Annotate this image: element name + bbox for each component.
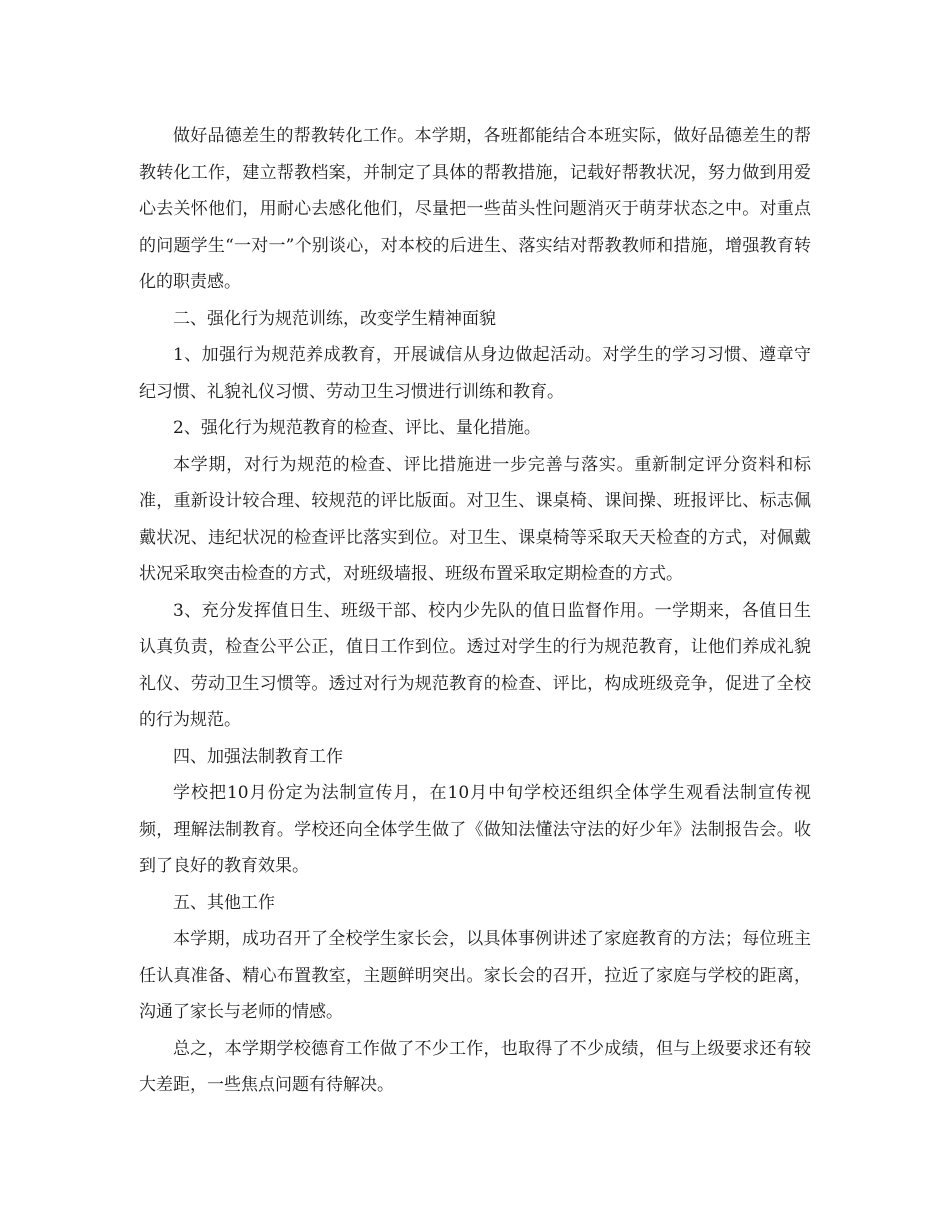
paragraph-legal-month: 学校把10月份定为法制宣传月，在10月中旬学校还组织全体学生观看法制宣传视频，理解法制教育。学校还向全体学生做了《做知法懂法守法的好少年》法制报告会。收到了良好的教育效果。 — [139, 783, 811, 876]
paragraph-remedial-education: 做好品德差生的帮教转化工作。本学期，各班都能结合本班实际，做好品德差生的帮教转化工作，建立帮教档案，并制定了具体的帮教措施，记载好帮教状况，努力做到用爱心去关怀他们，用耐心去感化他们，尽量把一些苗头性问题消灭于萌芽状态之中。对重点的问题学生“一对一”个别谈心，对本校的后进生、落实结对帮教教师和措施，增强教育转化的职责感。 — [139, 126, 811, 292]
document-body — [139, 118, 811, 1104]
paragraph-parent-meeting: 本学期，成功召开了全校学生家长会，以具体事例讲述了家庭教育的方法；每位班主任认真准备、精心布置教室，主题鲜明突出。家长会的召开，拉近了家庭与学校的距离，沟通了家长与老师的情感。 — [139, 929, 811, 1022]
paragraph-habit-education: 1、加强行为规范养成教育，开展诚信从身边做起活动。对学生的学习习惯、遵章守纪习惯、礼貌礼仪习惯、劳动卫生习惯进行训练和教育。 — [139, 345, 811, 402]
paragraph-summary: 总之，本学期学校德育工作做了不少工作，也取得了不少成绩，但与上级要求还有较大差距，一些焦点问题有待解决。 — [139, 1038, 811, 1095]
paragraph-inspection-details: 本学期，对行为规范的检查、评比措施进一步完善与落实。重新制定评分资料和标准，重新设计较合理、较规范的评比版面。对卫生、课桌椅、课间操、班报评比、标志佩戴状况、违纪状况的检查评比落实到位。对卫生、课桌椅等采取天天检查的方式，对佩戴状况采取突击检查的方式，对班级墙报、班级布置采取定期检查的方式。 — [139, 454, 811, 584]
heading-other-work: 五、其他工作 — [173, 892, 275, 913]
paragraph-inspection-measures: 2、强化行为规范教育的检查、评比、量化措施。 — [173, 418, 541, 438]
paragraph-duty-supervision: 3、充分发挥值日生、班级干部、校内少先队的值日监督作用。一学期来，各值日生认真负责，检查公平公正，值日工作到位。透过对学生的行为规范教育，让他们养成礼貌礼仪、劳动卫生习惯等。透过对行为规范教育的检查、评比，构成班级竞争，促进了全校的行为规范。 — [139, 600, 811, 730]
heading-behavior-training: 二、强化行为规范训练，改变学生精神面貌 — [173, 308, 496, 329]
heading-legal-education: 四、加强法制教育工作 — [173, 746, 343, 767]
